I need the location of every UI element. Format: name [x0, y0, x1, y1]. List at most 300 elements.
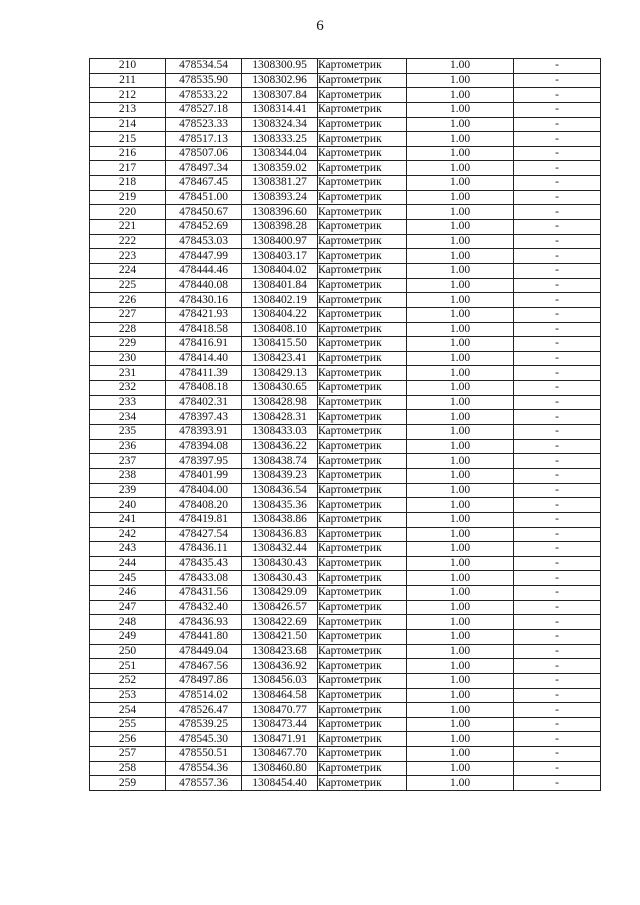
note-cell: - [514, 161, 601, 176]
note-cell: - [514, 717, 601, 732]
method-cell: Картометрик [318, 132, 407, 147]
method-cell: Картометрик [318, 498, 407, 513]
point-number-cell: 218 [90, 176, 166, 191]
method-cell: Картометрик [318, 556, 407, 571]
note-cell: - [514, 307, 601, 322]
x-coordinate-cell: 478527.18 [166, 102, 242, 117]
x-coordinate-cell: 478452.69 [166, 220, 242, 235]
table-row [90, 278, 601, 293]
table-row [90, 542, 601, 557]
x-coordinate-cell: 478447.99 [166, 249, 242, 264]
x-coordinate-cell: 478421.93 [166, 307, 242, 322]
x-coordinate-cell: 478557.36 [166, 776, 242, 791]
accuracy-cell: 1.00 [407, 337, 514, 352]
method-cell: Картометрик [318, 512, 407, 527]
note-cell: - [514, 117, 601, 132]
coordinates-table [89, 58, 601, 791]
x-coordinate-cell: 478404.00 [166, 483, 242, 498]
point-number-cell: 258 [90, 761, 166, 776]
note-cell: - [514, 468, 601, 483]
point-number-cell: 222 [90, 234, 166, 249]
accuracy-cell: 1.00 [407, 468, 514, 483]
accuracy-cell: 1.00 [407, 102, 514, 117]
note-cell: - [514, 439, 601, 454]
table-row [90, 249, 601, 264]
method-cell: Картометрик [318, 717, 407, 732]
method-cell: Картометрик [318, 600, 407, 615]
x-coordinate-cell: 478523.33 [166, 117, 242, 132]
x-coordinate-cell: 478507.06 [166, 146, 242, 161]
accuracy-cell: 1.00 [407, 249, 514, 264]
method-cell: Картометрик [318, 527, 407, 542]
table-row [90, 307, 601, 322]
point-number-cell: 251 [90, 659, 166, 674]
accuracy-cell: 1.00 [407, 410, 514, 425]
y-coordinate-cell: 1308436.83 [242, 527, 318, 542]
x-coordinate-cell: 478416.91 [166, 337, 242, 352]
accuracy-cell: 1.00 [407, 117, 514, 132]
point-number-cell: 249 [90, 629, 166, 644]
coordinates-table-body [90, 59, 601, 791]
note-cell: - [514, 234, 601, 249]
point-number-cell: 238 [90, 468, 166, 483]
table-row [90, 293, 601, 308]
point-number-cell: 253 [90, 688, 166, 703]
method-cell: Картометрик [318, 454, 407, 469]
accuracy-cell: 1.00 [407, 59, 514, 74]
accuracy-cell: 1.00 [407, 717, 514, 732]
y-coordinate-cell: 1308456.03 [242, 673, 318, 688]
table-row [90, 322, 601, 337]
accuracy-cell: 1.00 [407, 615, 514, 630]
method-cell: Картометрик [318, 234, 407, 249]
accuracy-cell: 1.00 [407, 761, 514, 776]
point-number-cell: 231 [90, 366, 166, 381]
note-cell: - [514, 454, 601, 469]
method-cell: Картометрик [318, 732, 407, 747]
table-row [90, 512, 601, 527]
x-coordinate-cell: 478394.08 [166, 439, 242, 454]
note-cell: - [514, 293, 601, 308]
table-row [90, 337, 601, 352]
point-number-cell: 224 [90, 263, 166, 278]
point-number-cell: 252 [90, 673, 166, 688]
note-cell: - [514, 263, 601, 278]
accuracy-cell: 1.00 [407, 556, 514, 571]
table-row [90, 263, 601, 278]
note-cell: - [514, 776, 601, 791]
note-cell: - [514, 205, 601, 220]
note-cell: - [514, 703, 601, 718]
method-cell: Картометрик [318, 73, 407, 88]
table-row [90, 410, 601, 425]
note-cell: - [514, 425, 601, 440]
x-coordinate-cell: 478402.31 [166, 395, 242, 410]
accuracy-cell: 1.00 [407, 278, 514, 293]
x-coordinate-cell: 478436.93 [166, 615, 242, 630]
x-coordinate-cell: 478449.04 [166, 644, 242, 659]
accuracy-cell: 1.00 [407, 600, 514, 615]
note-cell: - [514, 629, 601, 644]
x-coordinate-cell: 478397.43 [166, 410, 242, 425]
table-row [90, 73, 601, 88]
method-cell: Картометрик [318, 629, 407, 644]
method-cell: Картометрик [318, 146, 407, 161]
note-cell: - [514, 146, 601, 161]
x-coordinate-cell: 478427.54 [166, 527, 242, 542]
note-cell: - [514, 249, 601, 264]
point-number-cell: 232 [90, 381, 166, 396]
y-coordinate-cell: 1308429.09 [242, 586, 318, 601]
note-cell: - [514, 732, 601, 747]
y-coordinate-cell: 1308403.17 [242, 249, 318, 264]
point-number-cell: 237 [90, 454, 166, 469]
point-number-cell: 213 [90, 102, 166, 117]
table-row [90, 659, 601, 674]
table-row [90, 673, 601, 688]
accuracy-cell: 1.00 [407, 439, 514, 454]
table-row [90, 761, 601, 776]
x-coordinate-cell: 478441.80 [166, 629, 242, 644]
note-cell: - [514, 337, 601, 352]
note-cell: - [514, 659, 601, 674]
method-cell: Картометрик [318, 161, 407, 176]
accuracy-cell: 1.00 [407, 190, 514, 205]
accuracy-cell: 1.00 [407, 176, 514, 191]
y-coordinate-cell: 1308436.92 [242, 659, 318, 674]
point-number-cell: 220 [90, 205, 166, 220]
method-cell: Картометрик [318, 220, 407, 235]
table-row [90, 454, 601, 469]
method-cell: Картометрик [318, 117, 407, 132]
note-cell: - [514, 571, 601, 586]
method-cell: Картометрик [318, 176, 407, 191]
table-row [90, 59, 601, 74]
note-cell: - [514, 322, 601, 337]
accuracy-cell: 1.00 [407, 351, 514, 366]
point-number-cell: 248 [90, 615, 166, 630]
x-coordinate-cell: 478467.56 [166, 659, 242, 674]
point-number-cell: 230 [90, 351, 166, 366]
point-number-cell: 247 [90, 600, 166, 615]
y-coordinate-cell: 1308307.84 [242, 88, 318, 103]
method-cell: Картометрик [318, 439, 407, 454]
x-coordinate-cell: 478401.99 [166, 468, 242, 483]
method-cell: Картометрик [318, 410, 407, 425]
method-cell: Картометрик [318, 337, 407, 352]
accuracy-cell: 1.00 [407, 512, 514, 527]
method-cell: Картометрик [318, 59, 407, 74]
y-coordinate-cell: 1308438.86 [242, 512, 318, 527]
y-coordinate-cell: 1308460.80 [242, 761, 318, 776]
point-number-cell: 226 [90, 293, 166, 308]
x-coordinate-cell: 478431.56 [166, 586, 242, 601]
note-cell: - [514, 366, 601, 381]
note-cell: - [514, 600, 601, 615]
method-cell: Картометрик [318, 688, 407, 703]
note-cell: - [514, 132, 601, 147]
y-coordinate-cell: 1308408.10 [242, 322, 318, 337]
y-coordinate-cell: 1308344.04 [242, 146, 318, 161]
note-cell: - [514, 59, 601, 74]
table-row [90, 527, 601, 542]
point-number-cell: 254 [90, 703, 166, 718]
table-row [90, 615, 601, 630]
point-number-cell: 225 [90, 278, 166, 293]
point-number-cell: 212 [90, 88, 166, 103]
x-coordinate-cell: 478535.90 [166, 73, 242, 88]
table-row [90, 644, 601, 659]
point-number-cell: 236 [90, 439, 166, 454]
accuracy-cell: 1.00 [407, 644, 514, 659]
accuracy-cell: 1.00 [407, 381, 514, 396]
y-coordinate-cell: 1308415.50 [242, 337, 318, 352]
note-cell: - [514, 351, 601, 366]
accuracy-cell: 1.00 [407, 571, 514, 586]
accuracy-cell: 1.00 [407, 542, 514, 557]
method-cell: Картометрик [318, 776, 407, 791]
method-cell: Картометрик [318, 483, 407, 498]
method-cell: Картометрик [318, 673, 407, 688]
note-cell: - [514, 761, 601, 776]
accuracy-cell: 1.00 [407, 776, 514, 791]
point-number-cell: 246 [90, 586, 166, 601]
table-row [90, 220, 601, 235]
point-number-cell: 221 [90, 220, 166, 235]
y-coordinate-cell: 1308421.50 [242, 629, 318, 644]
method-cell: Картометрик [318, 381, 407, 396]
table-row [90, 190, 601, 205]
point-number-cell: 216 [90, 146, 166, 161]
method-cell: Картометрик [318, 425, 407, 440]
y-coordinate-cell: 1308454.40 [242, 776, 318, 791]
point-number-cell: 229 [90, 337, 166, 352]
table-row [90, 88, 601, 103]
x-coordinate-cell: 478526.47 [166, 703, 242, 718]
table-row [90, 747, 601, 762]
accuracy-cell: 1.00 [407, 425, 514, 440]
x-coordinate-cell: 478419.81 [166, 512, 242, 527]
x-coordinate-cell: 478436.11 [166, 542, 242, 557]
method-cell: Картометрик [318, 586, 407, 601]
method-cell: Картометрик [318, 322, 407, 337]
y-coordinate-cell: 1308423.41 [242, 351, 318, 366]
x-coordinate-cell: 478408.20 [166, 498, 242, 513]
table-row [90, 629, 601, 644]
method-cell: Картометрик [318, 307, 407, 322]
accuracy-cell: 1.00 [407, 88, 514, 103]
point-number-cell: 214 [90, 117, 166, 132]
accuracy-cell: 1.00 [407, 395, 514, 410]
y-coordinate-cell: 1308439.23 [242, 468, 318, 483]
table-row [90, 146, 601, 161]
accuracy-cell: 1.00 [407, 263, 514, 278]
table-row [90, 571, 601, 586]
accuracy-cell: 1.00 [407, 307, 514, 322]
point-number-cell: 210 [90, 59, 166, 74]
point-number-cell: 242 [90, 527, 166, 542]
table-row [90, 395, 601, 410]
method-cell: Картометрик [318, 190, 407, 205]
y-coordinate-cell: 1308470.77 [242, 703, 318, 718]
x-coordinate-cell: 478414.40 [166, 351, 242, 366]
x-coordinate-cell: 478453.03 [166, 234, 242, 249]
y-coordinate-cell: 1308473.44 [242, 717, 318, 732]
y-coordinate-cell: 1308333.25 [242, 132, 318, 147]
note-cell: - [514, 512, 601, 527]
point-number-cell: 228 [90, 322, 166, 337]
accuracy-cell: 1.00 [407, 673, 514, 688]
y-coordinate-cell: 1308464.58 [242, 688, 318, 703]
point-number-cell: 255 [90, 717, 166, 732]
y-coordinate-cell: 1308314.41 [242, 102, 318, 117]
y-coordinate-cell: 1308426.57 [242, 600, 318, 615]
table-row [90, 586, 601, 601]
accuracy-cell: 1.00 [407, 161, 514, 176]
y-coordinate-cell: 1308428.98 [242, 395, 318, 410]
point-number-cell: 256 [90, 732, 166, 747]
note-cell: - [514, 542, 601, 557]
table-row [90, 776, 601, 791]
accuracy-cell: 1.00 [407, 586, 514, 601]
note-cell: - [514, 395, 601, 410]
point-number-cell: 227 [90, 307, 166, 322]
point-number-cell: 259 [90, 776, 166, 791]
accuracy-cell: 1.00 [407, 498, 514, 513]
table-row [90, 117, 601, 132]
x-coordinate-cell: 478433.08 [166, 571, 242, 586]
y-coordinate-cell: 1308433.03 [242, 425, 318, 440]
x-coordinate-cell: 478554.36 [166, 761, 242, 776]
x-coordinate-cell: 478517.13 [166, 132, 242, 147]
accuracy-cell: 1.00 [407, 322, 514, 337]
method-cell: Картометрик [318, 88, 407, 103]
y-coordinate-cell: 1308404.02 [242, 263, 318, 278]
x-coordinate-cell: 478411.39 [166, 366, 242, 381]
x-coordinate-cell: 478534.54 [166, 59, 242, 74]
y-coordinate-cell: 1308435.36 [242, 498, 318, 513]
table-row [90, 351, 601, 366]
point-number-cell: 233 [90, 395, 166, 410]
table-row [90, 498, 601, 513]
note-cell: - [514, 278, 601, 293]
y-coordinate-cell: 1308471.91 [242, 732, 318, 747]
y-coordinate-cell: 1308400.97 [242, 234, 318, 249]
note-cell: - [514, 176, 601, 191]
table-row [90, 468, 601, 483]
y-coordinate-cell: 1308436.54 [242, 483, 318, 498]
x-coordinate-cell: 478533.22 [166, 88, 242, 103]
table-row [90, 176, 601, 191]
point-number-cell: 243 [90, 542, 166, 557]
point-number-cell: 223 [90, 249, 166, 264]
note-cell: - [514, 747, 601, 762]
y-coordinate-cell: 1308467.70 [242, 747, 318, 762]
x-coordinate-cell: 478432.40 [166, 600, 242, 615]
x-coordinate-cell: 478393.91 [166, 425, 242, 440]
y-coordinate-cell: 1308300.95 [242, 59, 318, 74]
y-coordinate-cell: 1308430.65 [242, 381, 318, 396]
accuracy-cell: 1.00 [407, 146, 514, 161]
point-number-cell: 215 [90, 132, 166, 147]
note-cell: - [514, 190, 601, 205]
point-number-cell: 240 [90, 498, 166, 513]
note-cell: - [514, 498, 601, 513]
note-cell: - [514, 220, 601, 235]
note-cell: - [514, 644, 601, 659]
point-number-cell: 239 [90, 483, 166, 498]
table-row [90, 425, 601, 440]
table-row [90, 102, 601, 117]
note-cell: - [514, 527, 601, 542]
y-coordinate-cell: 1308430.43 [242, 571, 318, 586]
y-coordinate-cell: 1308324.34 [242, 117, 318, 132]
accuracy-cell: 1.00 [407, 703, 514, 718]
x-coordinate-cell: 478397.95 [166, 454, 242, 469]
y-coordinate-cell: 1308302.96 [242, 73, 318, 88]
y-coordinate-cell: 1308398.28 [242, 220, 318, 235]
y-coordinate-cell: 1308430.43 [242, 556, 318, 571]
method-cell: Картометрик [318, 659, 407, 674]
method-cell: Картометрик [318, 205, 407, 220]
note-cell: - [514, 586, 601, 601]
point-number-cell: 211 [90, 73, 166, 88]
page-number: 6 [316, 18, 324, 34]
point-number-cell: 257 [90, 747, 166, 762]
x-coordinate-cell: 478497.34 [166, 161, 242, 176]
accuracy-cell: 1.00 [407, 688, 514, 703]
method-cell: Картометрик [318, 293, 407, 308]
x-coordinate-cell: 478444.46 [166, 263, 242, 278]
note-cell: - [514, 88, 601, 103]
method-cell: Картометрик [318, 263, 407, 278]
x-coordinate-cell: 478450.67 [166, 205, 242, 220]
method-cell: Картометрик [318, 102, 407, 117]
y-coordinate-cell: 1308429.13 [242, 366, 318, 381]
method-cell: Картометрик [318, 747, 407, 762]
table-row [90, 132, 601, 147]
method-cell: Картометрик [318, 615, 407, 630]
note-cell: - [514, 483, 601, 498]
y-coordinate-cell: 1308402.19 [242, 293, 318, 308]
note-cell: - [514, 381, 601, 396]
table-row [90, 205, 601, 220]
method-cell: Картометрик [318, 366, 407, 381]
y-coordinate-cell: 1308436.22 [242, 439, 318, 454]
accuracy-cell: 1.00 [407, 220, 514, 235]
table-row [90, 717, 601, 732]
y-coordinate-cell: 1308401.84 [242, 278, 318, 293]
y-coordinate-cell: 1308423.68 [242, 644, 318, 659]
x-coordinate-cell: 478451.00 [166, 190, 242, 205]
x-coordinate-cell: 478467.45 [166, 176, 242, 191]
method-cell: Картометрик [318, 468, 407, 483]
y-coordinate-cell: 1308396.60 [242, 205, 318, 220]
x-coordinate-cell: 478430.16 [166, 293, 242, 308]
point-number-cell: 241 [90, 512, 166, 527]
y-coordinate-cell: 1308422.69 [242, 615, 318, 630]
note-cell: - [514, 73, 601, 88]
table-row [90, 483, 601, 498]
point-number-cell: 219 [90, 190, 166, 205]
point-number-cell: 234 [90, 410, 166, 425]
accuracy-cell: 1.00 [407, 483, 514, 498]
table-row [90, 556, 601, 571]
x-coordinate-cell: 478440.08 [166, 278, 242, 293]
table-row [90, 600, 601, 615]
x-coordinate-cell: 478550.51 [166, 747, 242, 762]
x-coordinate-cell: 478418.58 [166, 322, 242, 337]
